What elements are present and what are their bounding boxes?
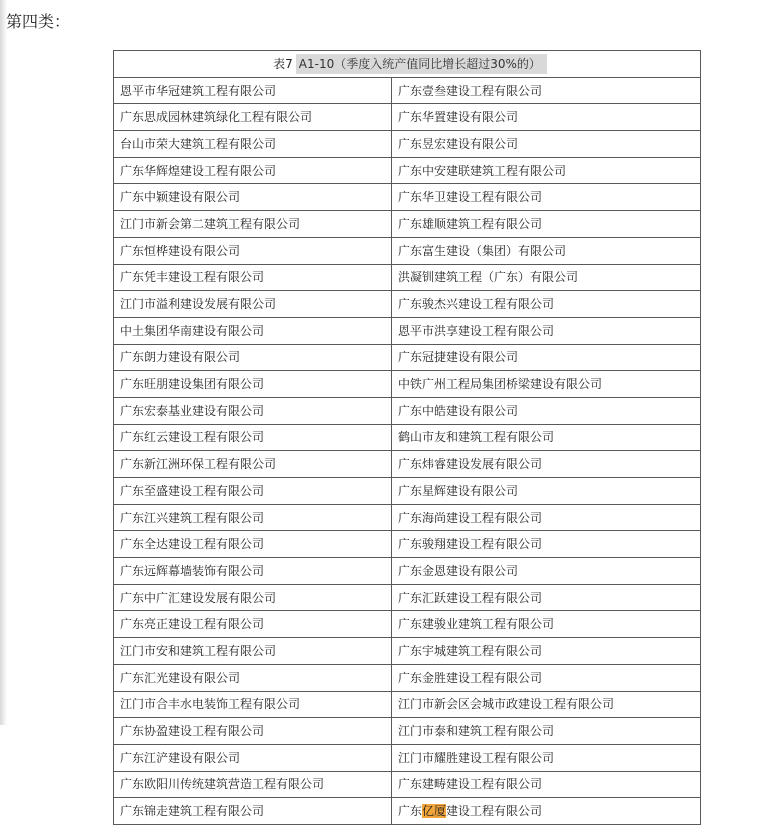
cell-text-part: 广东 (398, 804, 423, 819)
company-cell-left: 广东江兴建筑工程有限公司 (114, 504, 392, 531)
table-number: 表7 (273, 56, 293, 71)
company-cell-left: 广东恒桦建设有限公司 (114, 237, 392, 264)
company-cell-right: 恩平市洪享建设工程有限公司 (392, 317, 701, 344)
company-cell-right: 广东骏翔建设工程有限公司 (392, 531, 701, 558)
company-cell-left: 广东中颖建设有限公司 (114, 184, 392, 211)
table-row (114, 371, 701, 398)
company-cell-left: 江门市溢利建设发展有限公司 (114, 291, 392, 318)
company-cell-left: 广东宏泰基业建设有限公司 (114, 397, 392, 424)
company-cell-left: 广东朗力建设有限公司 (114, 344, 392, 371)
company-cell-right: 江门市耀胜建设工程有限公司 (392, 744, 701, 771)
table-row (114, 531, 701, 558)
company-cell-right: 广东中安建联建筑工程有限公司 (392, 157, 701, 184)
company-cell-right: 鹤山市友和建筑工程有限公司 (392, 424, 701, 451)
company-cell-right: 广东金胜建设工程有限公司 (392, 664, 701, 691)
company-cell-left: 广东新江洲环保工程有限公司 (114, 451, 392, 478)
table-row (114, 638, 701, 665)
table-row (114, 291, 701, 318)
company-cell-left: 广东华辉煌建设工程有限公司 (114, 157, 392, 184)
company-cell-right: 中铁广州工程局集团桥梁建设有限公司 (392, 371, 701, 398)
company-cell-left: 广东凭丰建设工程有限公司 (114, 264, 392, 291)
company-cell-right: 广东骏杰兴建设工程有限公司 (392, 291, 701, 318)
company-cell-right: 广东汇跃建设工程有限公司 (392, 584, 701, 611)
table-row (114, 424, 701, 451)
company-cell-left: 台山市荣大建筑工程有限公司 (114, 131, 392, 158)
table-row (114, 558, 701, 585)
company-cell-left: 江门市新会第二建筑工程有限公司 (114, 211, 392, 238)
company-cell-right: 江门市新会区会城市政建设工程有限公司 (392, 691, 701, 718)
company-cell-right: 广东昱宏建设有限公司 (392, 131, 701, 158)
company-cell-right: 广东金恩建设有限公司 (392, 558, 701, 585)
table-row (114, 131, 701, 158)
company-cell-right: 广东海尚建设工程有限公司 (392, 504, 701, 531)
company-cell-right: 广东华卫建设工程有限公司 (392, 184, 701, 211)
company-cell-right: 江门市泰和建筑工程有限公司 (392, 718, 701, 745)
company-cell-right: 广东建畴建设工程有限公司 (392, 771, 701, 798)
table-row (114, 744, 701, 771)
company-cell-right: 广东宇城建筑工程有限公司 (392, 638, 701, 665)
table-row (114, 504, 701, 531)
page-edge-shadow (0, 0, 7, 725)
table-row (114, 237, 701, 264)
company-table (113, 50, 701, 825)
table-caption (114, 51, 701, 78)
table-row (114, 664, 701, 691)
company-cell-left: 江门市合丰水电装饰工程有限公司 (114, 691, 392, 718)
company-cell-right: 广东星辉建设有限公司 (392, 478, 701, 505)
company-cell-left: 广东欧阳川传统建筑营造工程有限公司 (114, 771, 392, 798)
company-cell-left: 广东思成园林建筑绿化工程有限公司 (114, 104, 392, 131)
table-row (114, 798, 701, 825)
company-cell-right: 广东中皓建设有限公司 (392, 397, 701, 424)
table-title-highlight: A1-10（季度入统产值同比增长超过30%的） (296, 54, 547, 74)
table-row (114, 397, 701, 424)
company-cell-left: 广东汇光建设有限公司 (114, 664, 392, 691)
company-cell-right: 广东富生建设（集团）有限公司 (392, 237, 701, 264)
table-row (114, 718, 701, 745)
company-cell-right: 广东壹叁建设工程有限公司 (392, 77, 701, 104)
table-caption-row (114, 51, 701, 78)
company-cell-left: 江门市安和建筑工程有限公司 (114, 638, 392, 665)
company-cell-left: 广东江浐建设有限公司 (114, 744, 392, 771)
company-cell-left: 广东中广汇建设发展有限公司 (114, 584, 392, 611)
table-row (114, 184, 701, 211)
table-row (114, 691, 701, 718)
cell-text-part: 建设工程有限公司 (446, 804, 543, 819)
table-row (114, 317, 701, 344)
company-cell-left: 广东至盛建设工程有限公司 (114, 478, 392, 505)
table-row (114, 344, 701, 371)
table-row (114, 771, 701, 798)
company-cell-left: 广东红云建设工程有限公司 (114, 424, 392, 451)
company-cell-left: 恩平市华冠建筑工程有限公司 (114, 77, 392, 104)
company-cell-right: 洪凝钏建筑工程（广东）有限公司 (392, 264, 701, 291)
table-row (114, 478, 701, 505)
table-row (114, 451, 701, 478)
table-row (114, 157, 701, 184)
table-row (114, 584, 701, 611)
company-cell-left: 广东旺朋建设集团有限公司 (114, 371, 392, 398)
company-cell-left: 中土集团华南建设有限公司 (114, 317, 392, 344)
company-cell-right: 广东建骏业建筑工程有限公司 (392, 611, 701, 638)
company-cell-left: 广东协盈建设工程有限公司 (114, 718, 392, 745)
company-cell-right: 广东冠捷建设有限公司 (392, 344, 701, 371)
company-cell-left: 广东亮正建设工程有限公司 (114, 611, 392, 638)
company-cell-right: 广东华置建设有限公司 (392, 104, 701, 131)
text-selection[interactable]: 亿厦 (422, 804, 447, 819)
company-cell-left: 广东全达建设工程有限公司 (114, 531, 392, 558)
table-row (114, 77, 701, 104)
company-cell-left: 广东远辉幕墙装饰有限公司 (114, 558, 392, 585)
table-row (114, 611, 701, 638)
table-row (114, 104, 701, 131)
table-row (114, 264, 701, 291)
company-cell-left: 广东锦走建筑工程有限公司 (114, 798, 392, 825)
company-cell-right: 广东炜睿建设发展有限公司 (392, 451, 701, 478)
section-heading: 第四类： (6, 12, 71, 31)
table-row (114, 211, 701, 238)
company-cell-right: 广东雄顺建筑工程有限公司 (392, 211, 701, 238)
company-cell-right (392, 798, 701, 825)
